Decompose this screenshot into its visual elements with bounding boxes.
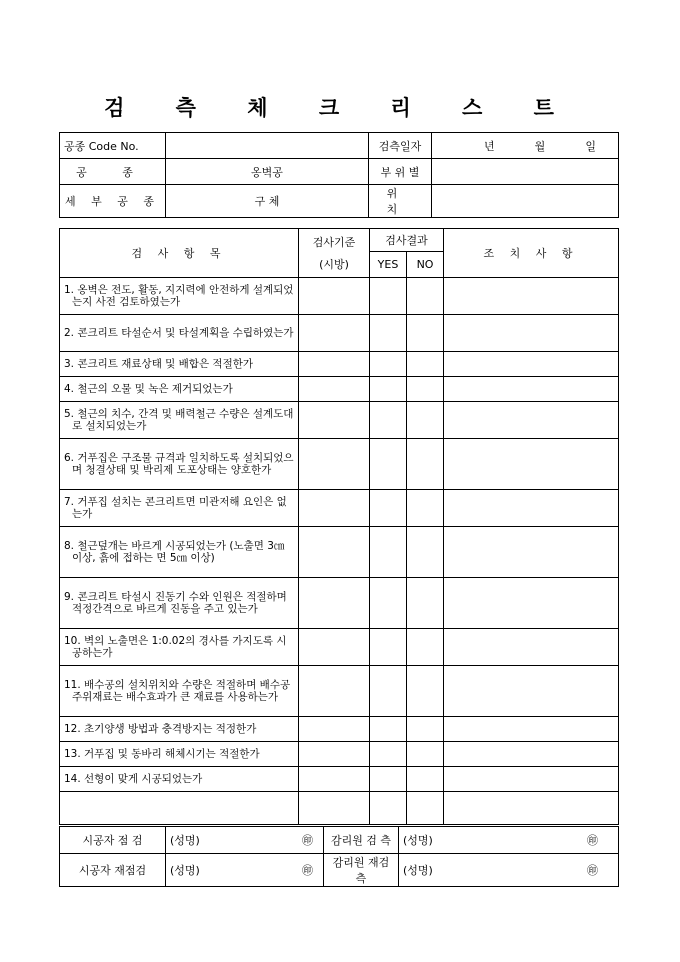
info-table (59, 132, 619, 218)
standard-header (299, 229, 370, 278)
standard-cell[interactable] (299, 402, 370, 439)
no-cell[interactable] (407, 666, 444, 717)
no-header: NO (407, 252, 444, 278)
standard-cell[interactable] (299, 490, 370, 527)
check-item-10: 10. 벽의 노출면은 1:0.02의 경사를 가지도록 시공하는가 (60, 629, 299, 666)
no-cell[interactable] (407, 742, 444, 767)
location-value[interactable] (432, 185, 619, 218)
check-item-1: 1. 옹벽은 전도, 활동, 지지력에 안전하게 설계되었는지 사전 검토하였는가 (60, 278, 299, 315)
part-label: 부 위 별 (369, 159, 432, 185)
signature-row-2 (60, 854, 619, 887)
check-item-blank[interactable] (60, 792, 299, 825)
info-row-detail (60, 185, 619, 218)
standard-cell[interactable] (299, 666, 370, 717)
contractor-reinspection-sign[interactable] (166, 854, 324, 887)
standard-cell[interactable] (299, 377, 370, 402)
standard-cell[interactable] (299, 352, 370, 377)
yes-cell[interactable] (370, 742, 407, 767)
yes-cell[interactable] (370, 629, 407, 666)
code-value[interactable] (166, 133, 369, 159)
no-cell[interactable] (407, 578, 444, 629)
yes-cell[interactable] (370, 767, 407, 792)
info-row-work-type (60, 159, 619, 185)
signature-table (59, 826, 619, 887)
check-item-6: 6. 거푸집은 구조물 규격과 일치하도록 설치되었으며 청결상태 및 박리제 도포상태는 양호한가 (60, 439, 299, 490)
action-cell[interactable] (444, 717, 619, 742)
no-cell[interactable] (407, 278, 444, 315)
seal-icon: ㊞ (302, 834, 313, 847)
checklist-header-row (60, 229, 619, 252)
check-item-2: 2. 콘크리트 타설순서 및 타설계획을 수립하였는가 (60, 315, 299, 352)
check-item-4: 4. 철근의 오물 및 녹은 제거되었는가 (60, 377, 299, 402)
table-row (60, 377, 619, 402)
result-header: 검사결과 (370, 229, 444, 252)
no-cell[interactable] (407, 717, 444, 742)
action-cell[interactable] (444, 315, 619, 352)
no-cell[interactable] (407, 402, 444, 439)
action-cell[interactable] (444, 402, 619, 439)
yes-cell[interactable] (370, 666, 407, 717)
standard-cell[interactable] (299, 578, 370, 629)
supervisor-inspection-label: 감리원 검 측 (324, 827, 399, 854)
seal-icon: ㊞ (587, 834, 598, 847)
standard-cell[interactable] (299, 278, 370, 315)
contractor-inspection-sign[interactable] (166, 827, 324, 854)
code-label: 공종 Code No. (60, 133, 166, 159)
signature-row-1 (60, 827, 619, 854)
no-cell[interactable] (407, 767, 444, 792)
standard-cell[interactable] (299, 629, 370, 666)
action-cell[interactable] (444, 439, 619, 490)
supervisor-inspection-sign[interactable] (399, 827, 619, 854)
yes-cell[interactable] (370, 792, 407, 825)
check-item-8: 8. 철근덮개는 바르게 시공되었는가 (노출면 3㎝이상, 흙에 접하는 면 5㎝ 이상) (60, 527, 299, 578)
document-title: 검 측 체 크 리 스 트 (104, 95, 576, 120)
inspection-date-value[interactable] (432, 133, 619, 159)
action-cell[interactable] (444, 278, 619, 315)
table-row (60, 578, 619, 629)
action-cell[interactable] (444, 377, 619, 402)
no-cell[interactable] (407, 527, 444, 578)
action-cell[interactable] (444, 629, 619, 666)
detail-work-label: 세 부 공 종 (60, 185, 166, 218)
contractor-inspection-label: 시공자 점 검 (60, 827, 166, 854)
action-cell[interactable] (444, 578, 619, 629)
table-row (60, 439, 619, 490)
check-item-14: 14. 선형이 맞게 시공되었는가 (60, 767, 299, 792)
action-cell[interactable] (444, 792, 619, 825)
table-row (60, 629, 619, 666)
name-label: (성명) (403, 834, 433, 847)
action-cell[interactable] (444, 490, 619, 527)
no-cell[interactable] (407, 377, 444, 402)
name-label: (성명) (170, 864, 200, 877)
table-row (60, 490, 619, 527)
location-label: 위 치 (369, 185, 432, 218)
date-day-unit: 일 (585, 139, 596, 153)
action-cell[interactable] (444, 527, 619, 578)
standard-header-line2: (시방) (319, 258, 349, 271)
yes-cell[interactable] (370, 278, 407, 315)
info-row-code (60, 133, 619, 159)
standard-header-line1: 검사기준 (312, 236, 356, 249)
no-cell[interactable] (407, 315, 444, 352)
checklist-table (59, 228, 619, 825)
no-cell[interactable] (407, 629, 444, 666)
standard-cell[interactable] (299, 742, 370, 767)
check-item-3: 3. 콘크리트 재료상태 및 배합은 적절한가 (60, 352, 299, 377)
table-row (60, 527, 619, 578)
standard-cell[interactable] (299, 767, 370, 792)
check-item-12: 12. 초기양생 방법과 충격방지는 적정한가 (60, 717, 299, 742)
item-header: 검 사 항 목 (60, 229, 299, 278)
standard-cell[interactable] (299, 792, 370, 825)
check-item-7: 7. 거푸집 설치는 콘크리트면 미관저해 요인은 없는가 (60, 490, 299, 527)
seal-icon: ㊞ (302, 864, 313, 877)
standard-cell[interactable] (299, 717, 370, 742)
standard-cell[interactable] (299, 439, 370, 490)
yes-cell[interactable] (370, 377, 407, 402)
date-month-unit: 월 (534, 139, 546, 153)
no-cell[interactable] (407, 490, 444, 527)
yes-header: YES (370, 252, 407, 278)
action-cell[interactable] (444, 666, 619, 717)
yes-cell[interactable] (370, 717, 407, 742)
action-cell[interactable] (444, 742, 619, 767)
name-label: (성명) (403, 864, 433, 877)
table-row (60, 278, 619, 315)
check-item-11: 11. 배수공의 설치위치와 수량은 적절하며 배수공 주위재료는 배수효과가 큰 재료를 사용하는가 (60, 666, 299, 717)
standard-cell[interactable] (299, 315, 370, 352)
part-value[interactable] (432, 159, 619, 185)
table-row (60, 352, 619, 377)
yes-cell[interactable] (370, 352, 407, 377)
table-row (60, 666, 619, 717)
name-label: (성명) (170, 834, 200, 847)
date-year-unit: 년 (484, 139, 495, 153)
supervisor-reinspection-sign[interactable] (399, 854, 619, 887)
yes-cell[interactable] (370, 490, 407, 527)
no-cell[interactable] (407, 352, 444, 377)
action-cell[interactable] (444, 352, 619, 377)
no-cell[interactable] (407, 792, 444, 825)
work-type-label: 공 종 (60, 159, 166, 185)
table-row (60, 315, 619, 352)
yes-cell[interactable] (370, 402, 407, 439)
check-item-5: 5. 철근의 치수, 간격 및 배력철근 수량은 설계도대로 설치되었는가 (60, 402, 299, 439)
yes-cell[interactable] (370, 578, 407, 629)
supervisor-reinspection-label: 감리원 재검측 (324, 854, 399, 887)
standard-cell[interactable] (299, 527, 370, 578)
yes-cell[interactable] (370, 439, 407, 490)
yes-cell[interactable] (370, 527, 407, 578)
seal-icon: ㊞ (587, 864, 598, 877)
work-type-value[interactable]: 옹벽공 (166, 159, 369, 185)
table-row (60, 767, 619, 792)
table-row (60, 717, 619, 742)
table-row (60, 742, 619, 767)
table-row (60, 402, 619, 439)
detail-work-value[interactable]: 구 체 (166, 185, 369, 218)
check-item-13: 13. 거푸집 및 동바리 해체시기는 적절한가 (60, 742, 299, 767)
action-header: 조 치 사 항 (444, 229, 619, 278)
inspection-date-label: 검측일자 (369, 133, 432, 159)
contractor-reinspection-label: 시공자 재점검 (60, 854, 166, 887)
check-item-9: 9. 콘크리트 타설시 진동기 수와 인원은 적절하며 적정간격으로 바르게 진동을 주고 있는가 (60, 578, 299, 629)
table-row (60, 792, 619, 825)
action-cell[interactable] (444, 767, 619, 792)
no-cell[interactable] (407, 439, 444, 490)
yes-cell[interactable] (370, 315, 407, 352)
